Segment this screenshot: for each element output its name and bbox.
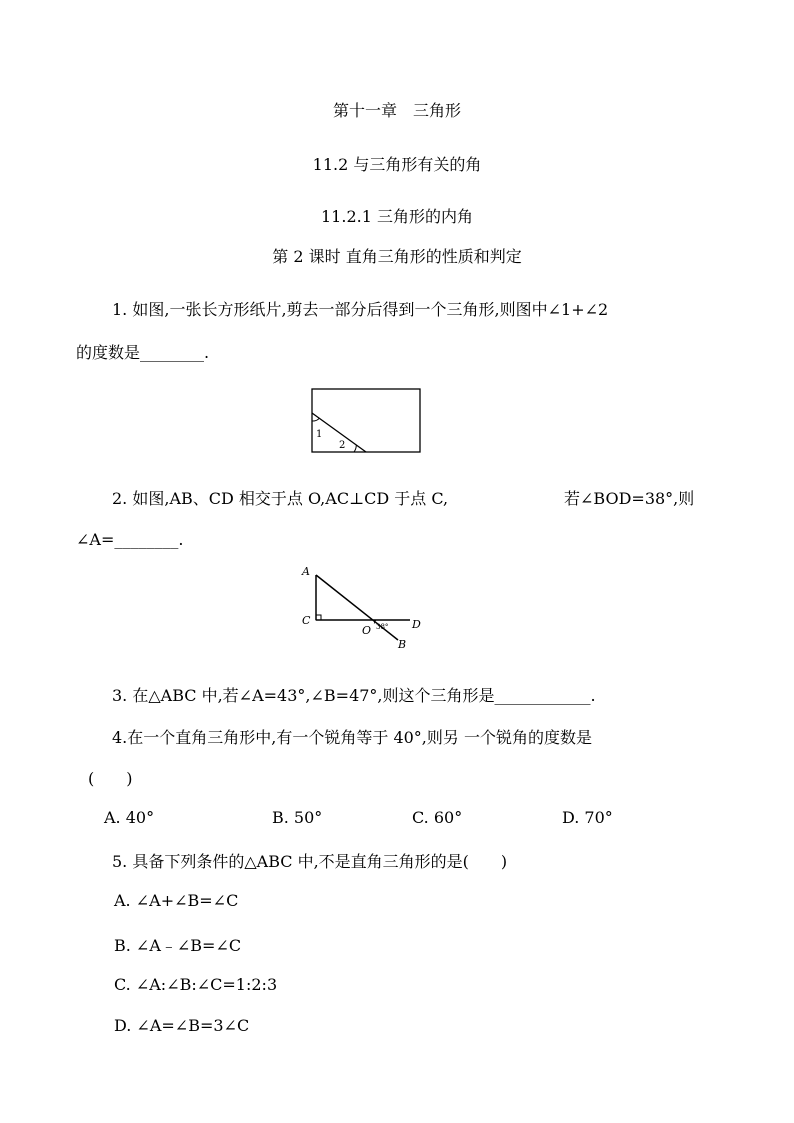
q5-option-c: C. ∠A:∠B:∠C=1:2:3 (114, 975, 278, 994)
angle1-label: 1 (316, 429, 323, 440)
angle2-label: 2 (339, 440, 346, 451)
lesson-title: 第 2 课时 直角三角形的性质和判定 (272, 247, 522, 266)
q4-line2: ( ) (88, 769, 133, 788)
point-C-label: C (302, 614, 311, 627)
q4-line1: 4.在一个直角三角形中,有一个锐角等于 40°,则另 一个锐角的度数是 (112, 728, 592, 747)
section-title: 11.2 与三角形有关的角 (312, 155, 482, 174)
q4-option-b: B. 50° (272, 808, 323, 827)
point-O-label: O (362, 624, 372, 637)
q5-option-d: D. ∠A=∠B=3∠C (114, 1016, 250, 1035)
paper-rectangle (312, 389, 420, 452)
q1-figure (306, 384, 426, 458)
q1-line1: 1. 如图,一张长方形纸片,剪去一部分后得到一个三角形,则图中∠1+∠2 (112, 300, 609, 319)
subsection-title: 11.2.1 三角形的内角 (321, 207, 473, 226)
q3-line1: 3. 在△ABC 中,若∠A=43°,∠B=47°,则这个三角形是____________. (112, 686, 596, 705)
angle-38-label: 38° (376, 623, 389, 631)
q4-option-a: A. 40° (104, 808, 155, 827)
q2-line2: ∠A=________. (76, 530, 184, 549)
q5-line1: 5. 具备下列条件的△ABC 中,不是直角三角形的是( ) (112, 852, 508, 871)
q2-line1-right: 若∠BOD=38°,则 (564, 489, 695, 508)
q5-option-b: B. ∠A﹣∠B=∠C (114, 936, 242, 955)
q1-line2: 的度数是________. (76, 343, 210, 362)
chapter-title: 第十一章 三角形 (332, 101, 461, 120)
angle2-arc (354, 445, 356, 452)
q2-figure (296, 562, 432, 652)
q4-option-c: C. 60° (412, 808, 463, 827)
point-D-label: D (412, 618, 421, 631)
point-B-label: B (398, 638, 407, 651)
q5-option-a: A. ∠A+∠B=∠C (114, 891, 239, 910)
point-A-label: A (302, 565, 310, 578)
q4-option-d: D. 70° (562, 808, 613, 827)
q2-line1-left: 2. 如图,AB、CD 相交于点 O,AC⊥CD 于点 C, (112, 489, 449, 508)
angle1-arc (312, 418, 319, 421)
